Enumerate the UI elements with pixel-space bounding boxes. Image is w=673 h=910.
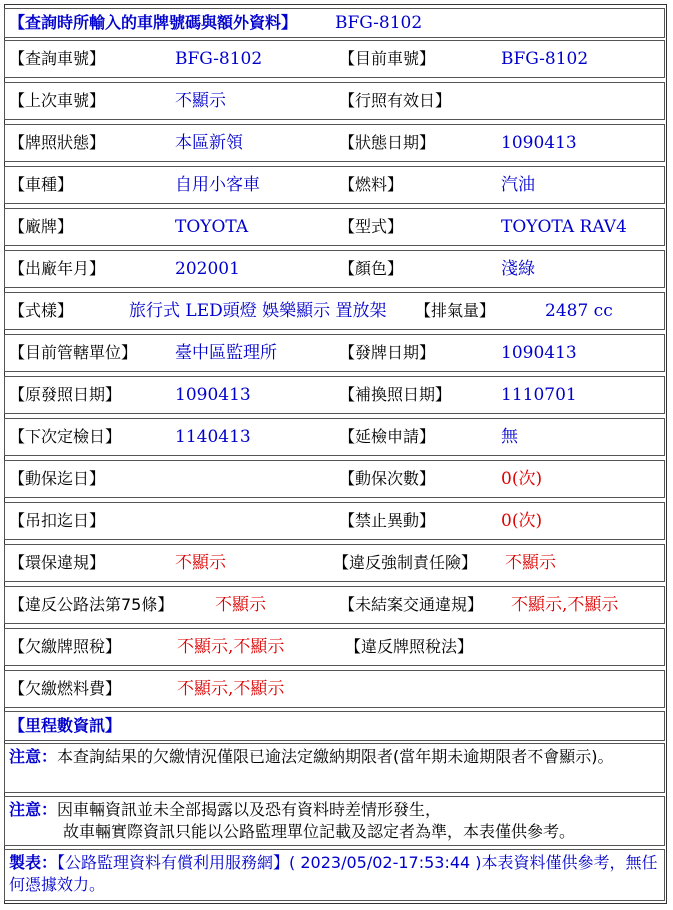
title-label: 【查詢時所輸入的車牌號碼與額外資料】 [9, 13, 298, 32]
field-label: 【補換照日期】 [339, 385, 452, 404]
field-label: 【型式】 [339, 217, 404, 236]
field-label: 【動保次數】 [339, 469, 436, 488]
field-label: 【下次定檢日】 [9, 427, 122, 446]
footer-source: 【公路監理資料有償利用服務網】 [57, 853, 290, 872]
info-row [4, 376, 665, 414]
field-value: 無 [501, 427, 518, 447]
note-disclaimer [4, 796, 665, 846]
field-value: 1110701 [501, 385, 577, 405]
field-label: 【目前管轄單位】 [9, 343, 138, 362]
info-row [4, 208, 665, 246]
info-row [4, 586, 665, 624]
field-label: 【廠牌】 [9, 217, 74, 236]
field-value: 臺中區監理所 [175, 343, 277, 363]
field-label: 【原發照日期】 [9, 385, 122, 404]
info-row [4, 460, 665, 498]
field-label: 【出廠年月】 [9, 259, 106, 278]
info-row [4, 334, 665, 372]
info-row [4, 628, 665, 666]
field-value: 1140413 [175, 427, 251, 447]
note-arrears [4, 743, 665, 793]
field-label: 【上次車號】 [9, 91, 106, 110]
info-row [4, 670, 665, 708]
field-label: 【禁止異動】 [339, 511, 436, 530]
field-value: 1090413 [175, 385, 251, 405]
field-value: 本區新領 [175, 133, 243, 153]
info-row [4, 544, 665, 582]
field-value: 202001 [175, 259, 240, 279]
footer-label: 製表： [9, 853, 58, 872]
field-value: 汽油 [501, 175, 535, 195]
mileage-header [4, 711, 665, 741]
field-value: 不顯示,不顯示 [177, 637, 285, 657]
field-label: 【查詢車號】 [9, 49, 106, 68]
field-label: 【行照有效日】 [339, 91, 452, 110]
info-row [4, 124, 665, 162]
footer-time: ( 2023/05/02-17:53:44 ) [289, 853, 482, 872]
field-label: 【吊扣迄日】 [9, 511, 106, 530]
note-arrears-label: 注意： [9, 747, 58, 766]
field-value: 2487 cc [545, 301, 613, 321]
info-row [4, 502, 665, 540]
field-value: 不顯示 [175, 553, 226, 573]
field-label: 【燃料】 [339, 175, 404, 194]
info-row [4, 82, 665, 120]
field-value: 0(次) [501, 511, 543, 531]
info-row [4, 418, 665, 456]
field-value: 旅行式 LED頭燈 娛樂顯示 置放架 [129, 301, 387, 321]
note-arrears-body: 本查詢結果的欠繳情況僅限已逾法定繳納期限者(當年期未逾期限者不會顯示)。 [57, 747, 614, 766]
field-value: 不顯示 [505, 553, 556, 573]
note-disclaimer-text [9, 799, 659, 843]
field-label: 【牌照狀態】 [9, 133, 106, 152]
field-label: 【顏色】 [339, 259, 404, 278]
field-value: TOYOTA RAV4 [501, 217, 627, 237]
field-value: 1090413 [501, 343, 577, 363]
field-value: BFG-8102 [501, 49, 589, 69]
field-label: 【目前車號】 [339, 49, 436, 68]
field-label: 【違反公路法第75條】 [9, 595, 174, 614]
field-label: 【違反牌照稅法】 [345, 637, 474, 656]
field-value: 1090413 [501, 133, 577, 153]
title-plate: BFG-8102 [335, 13, 423, 33]
field-label: 【式樣】 [9, 301, 74, 320]
field-value: 不顯示,不顯示 [177, 679, 285, 699]
mileage-label: 【里程數資訊】 [9, 716, 122, 735]
field-value: 不顯示 [215, 595, 266, 615]
field-value: 淺綠 [501, 259, 535, 279]
field-label: 【狀態日期】 [339, 133, 436, 152]
info-row [4, 250, 665, 288]
footer [4, 849, 665, 901]
field-label: 【欠繳燃料費】 [9, 679, 122, 698]
field-value: 0(次) [501, 469, 543, 489]
field-label: 【環保違規】 [9, 553, 106, 572]
footer-body: 本表資料僅供參考，無任何憑據效力。 [9, 853, 658, 894]
report-title [4, 8, 665, 38]
field-value: 不顯示 [175, 91, 226, 111]
info-row [4, 166, 665, 204]
field-value: BFG-8102 [175, 49, 263, 69]
note-arrears-text [9, 746, 659, 768]
note-disclaimer-label: 注意： [9, 800, 58, 819]
note-disclaimer-line2: 故車輛實際資訊只能以公路監理單位記載及認定者為準，本表僅供參考。 [63, 822, 576, 841]
field-label: 【動保迄日】 [9, 469, 106, 488]
note-disclaimer-line1: 因車輛資訊並未全部揭露以及恐有資料時差情形發生， [57, 800, 442, 819]
field-value: 不顯示,不顯示 [511, 595, 619, 615]
field-label: 【違反強制責任險】 [333, 553, 478, 572]
info-row [4, 292, 665, 330]
field-value: 自用小客車 [175, 175, 260, 195]
field-label: 【欠繳牌照稅】 [9, 637, 122, 656]
field-label: 【發牌日期】 [339, 343, 436, 362]
info-row [4, 40, 665, 78]
field-label: 【車種】 [9, 175, 74, 194]
field-label: 【延檢申請】 [339, 427, 436, 446]
field-label: 【排氣量】 [415, 301, 496, 320]
field-value: TOYOTA [175, 217, 249, 237]
footer-text [9, 852, 659, 896]
field-label: 【未結案交通違規】 [339, 595, 484, 614]
